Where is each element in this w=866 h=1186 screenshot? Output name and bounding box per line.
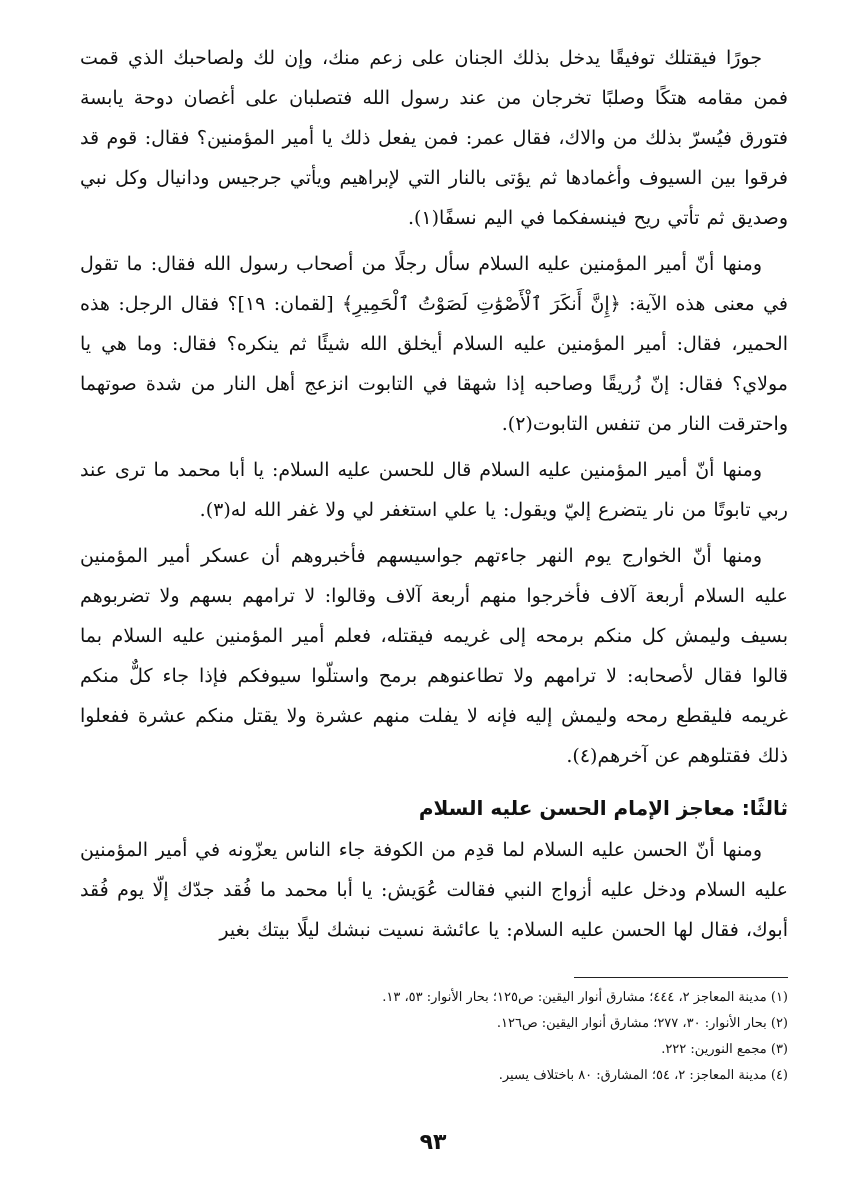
paragraph-5: ومنها أنّ الحسن عليه السلام لما قدِم من الكوفة جاء الناس يعزّونه في أمير المؤمنين عليه السلام ودخل عليه أزواج النبي فقالت عُوَيش: يا أبا محمد ما فُقد جدّك إلّا يوم فُقد أبوك، فقال لها الحسن عليه السلام: يا عائشة نسيت نبشك ليلًا بيتك بغير	[80, 839, 788, 941]
footnote-2: (٢) بحار الأنوار: ٣٠، ٢٧٧؛ مشارق أنوار اليقين: ص١٢٦.	[496, 1016, 788, 1031]
section-heading: ثالثًا: معاجز الإمام الحسن عليه السلام	[418, 796, 788, 820]
footnote-1: (١) مدينة المعاجز ٢، ٤٤٤؛ مشارق أنوار اليقين: ص١٢٥؛ بحار الأنوار: ٥٣، ١٣.	[382, 990, 788, 1005]
paragraph-2: ومنها أنّ أمير المؤمنين عليه السلام سأل رجلًا من أصحاب رسول الله فقال: ما تقول في معنى هذه الآية: ﴿إِنَّ أَنكَرَ ٱلْأَصْوَٰتِ لَصَوْتُ ٱلْحَمِيرِ﴾ [لقمان: ١٩]؟ فقال الرجل: هذه الحمير، فقال: أمير المؤمنين عليه السلام أيخلق الله شيئًا ثم ينكره؟ فقال: وما هي يا مولاي؟ فقال: إنّ زُريقًا وصاحبه إذا شهقا في التابوت انزعج أهل النار من شدة صوتهما واحترقت النار من تنفس التابوت(٢).	[80, 253, 788, 435]
footnote-4: (٤) مدينة المعاجز: ٢، ٥٤؛ المشارق: ٨٠ باختلاف يسير.	[498, 1068, 788, 1083]
paragraph-4: ومنها أنّ الخوارج يوم النهر جاءتهم جواسيسهم فأخبروهم أن عسكر أمير المؤمنين عليه السلام أربعة آلاف فأخرجوا منهم أربعة آلاف وقالوا: لا ترامهم بسهم ولا تضربوهم بسيف وليمش كل منكم برمحه إلى غريمه فيقتله، فعلم أمير المؤمنين عليه السلام بما قالوا فقال لأصحابه: لا ترامهم ولا تطاعنوهم برمح واستلّوا سيوفكم فإذا جاء كلٌّ منكم غريمه فليقطع رمحه وليمش إليه فإنه لا يفلت منهم عشرة ولا يقتل منكم عشرة ففعلوا ذلك فقتلوهم عن آخرهم(٤).	[80, 545, 788, 767]
footnote-3: (٣) مجمع النورين: ٢٢٢.	[661, 1042, 788, 1057]
page-number: ٩٣	[419, 1130, 447, 1155]
paragraph-1: جورًا فيقتلك توفيقًا يدخل بذلك الجنان على زعم منك، وإن لك ولصاحبك الذي قمت فمن مقامه هتكًا وصلبًا تخرجان من عند رسول الله فتصلبان على أغصان دوحة يابسة فتورق فيُسرّ بذلك من والاك، فقال عمر: فمن يفعل ذلك يا أمير المؤمنين؟ فقال: قوم قد فرقوا بين السيوف وأغمادها ثم يؤتى بالنار التي لإبراهيم ويأتي جرجيس ودانيال وكل نبي وصديق ثم تأتي ريح فينسفكما في اليم نسفًا(١).	[80, 47, 788, 229]
paragraph-3: ومنها أنّ أمير المؤمنين عليه السلام قال للحسن عليه السلام: يا أبا محمد ما ترى عند ربي تابوتًا من نار يتضرع إليّ ويقول: يا علي استغفر لي ولا غفر الله له(٣).	[80, 459, 788, 521]
footnotes	[80, 985, 788, 1089]
footnote-divider	[574, 977, 788, 978]
